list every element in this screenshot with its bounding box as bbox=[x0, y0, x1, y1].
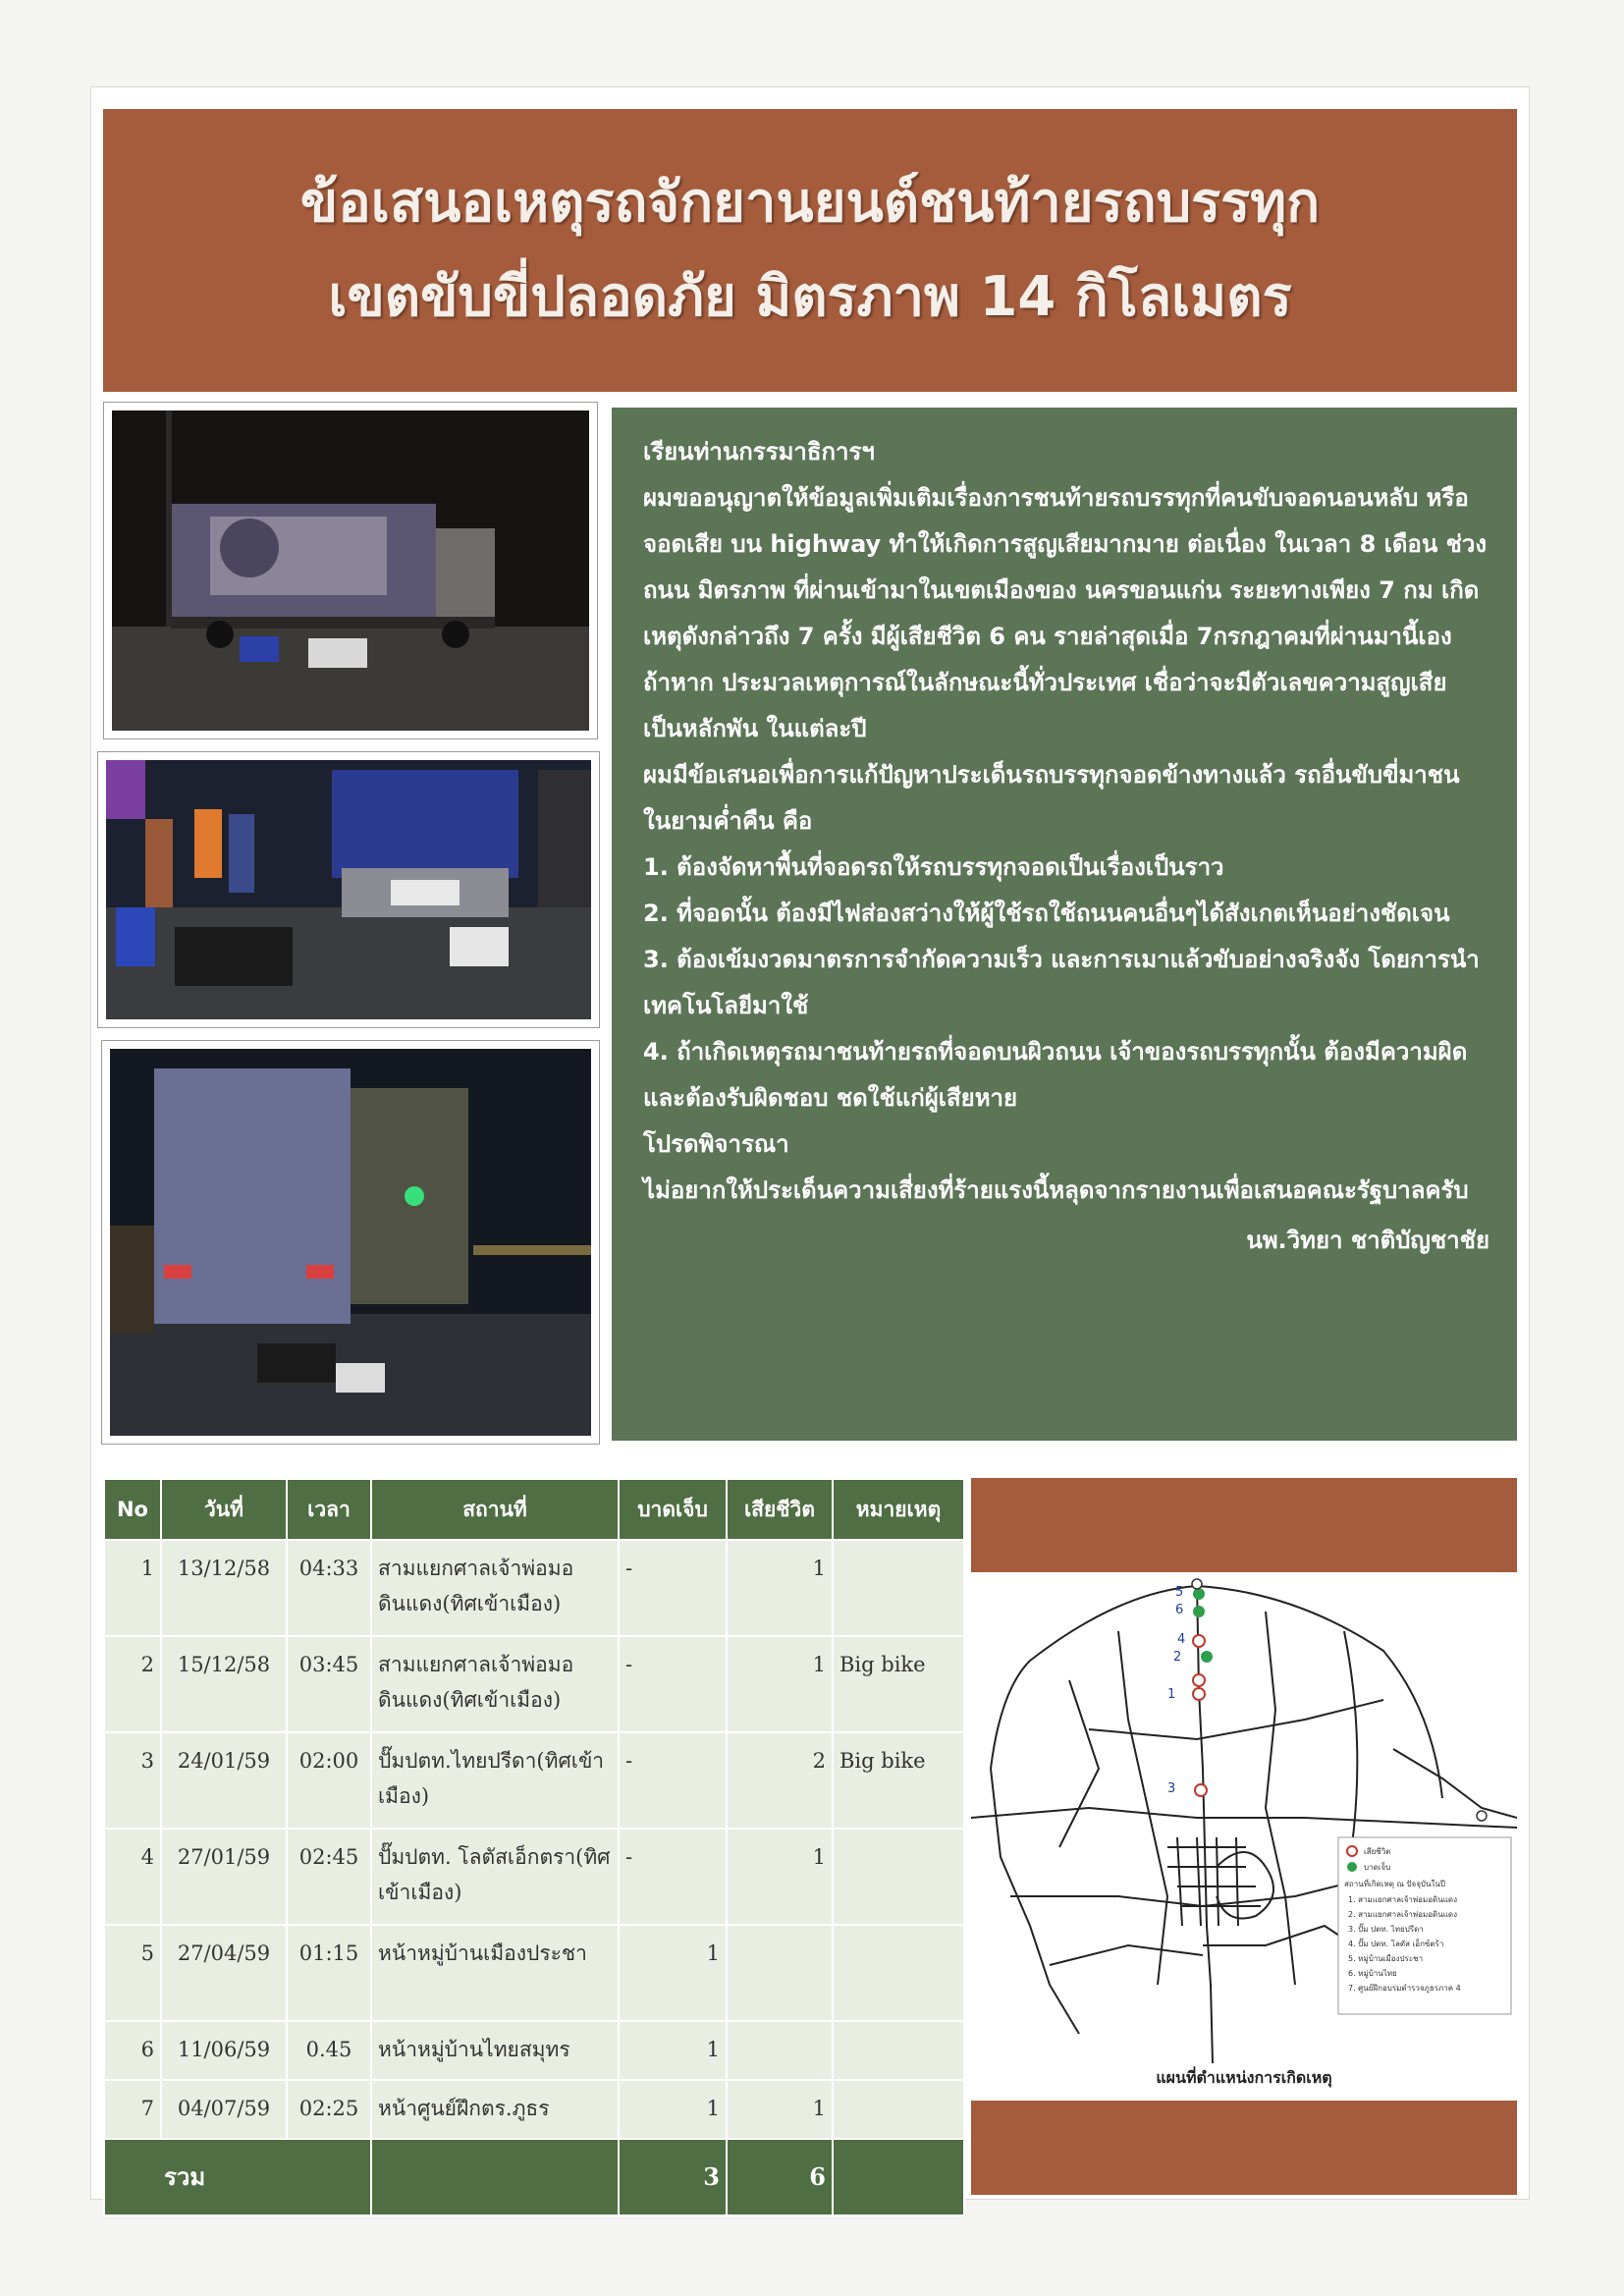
letter-paragraph: โปรดพิจารณา bbox=[643, 1130, 789, 1158]
cell-injured: - bbox=[619, 1636, 727, 1732]
cell-note bbox=[833, 2080, 964, 2139]
cell-no: 2 bbox=[104, 1636, 161, 1732]
cell-date: 15/12/58 bbox=[161, 1636, 287, 1732]
document-page bbox=[90, 86, 1530, 2200]
cell-injured: 1 bbox=[619, 2080, 727, 2139]
table-row bbox=[104, 1636, 964, 1732]
cell-date: 27/04/59 bbox=[161, 1925, 287, 2021]
title-line-1: ข้อเสนอเหตุรถจักยานยนต์ชนท้ายรถบรรทุก bbox=[299, 171, 1321, 235]
legend-item: 2. สามแยกศาลเจ้าพ่อมอดินแดง bbox=[1348, 1910, 1457, 1919]
cell-no: 3 bbox=[104, 1732, 161, 1829]
total-spacer bbox=[371, 2139, 619, 2215]
photo-accident-scene-image bbox=[106, 760, 591, 1019]
map-legend bbox=[1338, 1837, 1511, 2014]
injury-marker-icon bbox=[1201, 1651, 1213, 1663]
legend-heading: สถานที่เกิดเหตุ ณ ปัจจุบันในปี bbox=[1344, 1880, 1445, 1888]
letter-paragraph: 4. ถ้าเกิดเหตุรถมาชนท้ายรถที่จอดบนผิวถนน เจ้าของรถบรรทุกนั้น ต้องมีความผิด และต้องรับผิดชอบ ชดใช้แก่ผู้เสียหาย bbox=[643, 1038, 1468, 1112]
photo-trailer-night bbox=[110, 1049, 591, 1436]
table-row bbox=[104, 1732, 964, 1829]
death-marker-icon bbox=[1193, 1635, 1205, 1647]
letter-paragraph: ไม่อยากให้ประเด็นความเสี่ยงที่ร้ายแรงนี้หลุดจากรายงานเพื่อเสนอคณะรัฐบาลครับ bbox=[643, 1176, 1469, 1204]
death-marker-icon bbox=[1195, 1784, 1207, 1796]
cell-dead bbox=[727, 1925, 833, 2021]
letter-paragraph: เรียนท่านกรรมาธิการฯ bbox=[643, 438, 875, 465]
letter-signature: นพ.วิทยา ชาติบัญชาชัย bbox=[1246, 1227, 1489, 1254]
letter-paragraph: ผมมีข้อเสนอเพื่อการแก้ปัญหาประเด็นรถบรรทุกจอดข้างทางแล้ว รถอื่นขับขี่มาชน ในยามค่ำคืน คือ bbox=[643, 761, 1460, 835]
table-row bbox=[104, 2080, 964, 2139]
header-dead: เสียชีวิต bbox=[727, 1479, 833, 1540]
cell-injured: - bbox=[619, 1829, 727, 1925]
map-marker-label: 3 bbox=[1167, 1781, 1176, 1796]
cell-note: Big bike bbox=[833, 1636, 964, 1732]
legend-dead-label: เสียชีวิต bbox=[1364, 1847, 1391, 1856]
road-map bbox=[971, 1572, 1517, 2063]
photo-truck-night bbox=[112, 410, 589, 731]
photo-trailer-night-image bbox=[110, 1049, 591, 1436]
cell-time: 01:15 bbox=[287, 1925, 371, 2021]
accident-photo-3 bbox=[101, 1040, 600, 1445]
map-box bbox=[971, 1572, 1517, 2101]
legend-death-icon bbox=[1347, 1846, 1357, 1856]
map-marker-label: 2 bbox=[1173, 1650, 1182, 1665]
cell-dead: 1 bbox=[727, 1829, 833, 1925]
death-marker-icon bbox=[1193, 1674, 1205, 1686]
cell-note bbox=[833, 1925, 964, 2021]
legend-injured-label: บาดเจ็บ bbox=[1364, 1863, 1391, 1872]
legend-item: 4. ปั๊ม ปตท. โลตัส เอ็กซ์ตร้า bbox=[1348, 1940, 1444, 1948]
cell-no: 1 bbox=[104, 1540, 161, 1636]
junction-icon bbox=[1192, 1579, 1202, 1589]
accident-photo-1 bbox=[103, 402, 598, 739]
map-panel bbox=[971, 1478, 1517, 2195]
injury-marker-icon bbox=[1193, 1588, 1205, 1600]
cell-place: หน้าหมู่บ้านไทยสมุทร bbox=[371, 2021, 619, 2080]
cell-place: หน้าศูนย์ฝึกตร.ภูธร bbox=[371, 2080, 619, 2139]
death-marker-icon bbox=[1193, 1688, 1205, 1700]
cell-place: สามแยกศาลเจ้าพ่อมอดินแดง(ทิศเข้าเมือง) bbox=[371, 1636, 619, 1732]
header-note: หมายเหตุ bbox=[833, 1479, 964, 1540]
table-total-row bbox=[104, 2139, 964, 2215]
cell-time: 03:45 bbox=[287, 1636, 371, 1732]
table-row bbox=[104, 1540, 964, 1636]
header-no: No bbox=[104, 1479, 161, 1540]
table-row bbox=[104, 1829, 964, 1925]
photo-accident-scene bbox=[106, 760, 591, 1019]
cell-injured: 1 bbox=[619, 2021, 727, 2080]
cell-time: 0.45 bbox=[287, 2021, 371, 2080]
cell-date: 04/07/59 bbox=[161, 2080, 287, 2139]
injury-marker-icon bbox=[1193, 1606, 1205, 1617]
table-row bbox=[104, 1925, 964, 2021]
cell-note bbox=[833, 2021, 964, 2080]
photo-truck-night-image bbox=[112, 410, 589, 731]
cell-dead bbox=[727, 2021, 833, 2080]
cell-dead: 1 bbox=[727, 2080, 833, 2139]
legend-item: 3. ปั๊ม ปตท. ไทยปรีดา bbox=[1348, 1925, 1424, 1934]
map-caption: แผนที่ตำแหน่งการเกิดเหตุ bbox=[1156, 2068, 1332, 2087]
legend-item: 1. สามแยกศาลเจ้าพ่อมอดินแดง bbox=[1348, 1895, 1457, 1904]
cell-dead: 2 bbox=[727, 1732, 833, 1829]
cell-no: 4 bbox=[104, 1829, 161, 1925]
cell-time: 04:33 bbox=[287, 1540, 371, 1636]
legend-item: 6. หมู่บ้านไทย bbox=[1348, 1969, 1397, 1978]
cell-place: สามแยกศาลเจ้าพ่อมอดินแดง(ทิศเข้าเมือง) bbox=[371, 1540, 619, 1636]
total-note bbox=[833, 2139, 964, 2215]
letter-paragraph: 1. ต้องจัดหาพื้นที่จอดรถให้รถบรรทุกจอดเป็นเรื่องเป็นราว bbox=[643, 853, 1224, 881]
legend-item: 7. ศูนย์ฝึกอบรมตำรวจภูธรภาค 4 bbox=[1348, 1984, 1461, 1993]
cell-date: 24/01/59 bbox=[161, 1732, 287, 1829]
cell-note bbox=[833, 1829, 964, 1925]
cell-place: หน้าหมู่บ้านเมืองประชา bbox=[371, 1925, 619, 2021]
cell-no: 5 bbox=[104, 1925, 161, 2021]
total-injured: 3 bbox=[619, 2139, 727, 2215]
cell-date: 13/12/58 bbox=[161, 1540, 287, 1636]
total-label: รวม bbox=[104, 2139, 371, 2215]
cell-time: 02:45 bbox=[287, 1829, 371, 1925]
header-time: เวลา bbox=[287, 1479, 371, 1540]
letter-paragraph: ถ้าหาก ประมวลเหตุการณ์ในลักษณะนี้ทั่วประเทศ เชื่อว่าจะมีตัวเลขความสูญเสีย เป็นหลักพัน ในแต่ละปี bbox=[643, 669, 1447, 742]
header-date: วันที่ bbox=[161, 1479, 287, 1540]
total-dead: 6 bbox=[727, 2139, 833, 2215]
map-marker-label: 1 bbox=[1167, 1687, 1176, 1702]
cell-injured: - bbox=[619, 1540, 727, 1636]
letter-paragraph: 3. ต้องเข้มงวดมาตรการจำกัดความเร็ว และการเมาแล้วขับอย่างจริงจัง โดยการนำเทคโนโลยีมาใช้ bbox=[643, 946, 1480, 1019]
title-banner bbox=[103, 109, 1517, 392]
letter-paragraph: ผมขออนุญาตให้ข้อมูลเพิ่มเติมเรื่องการชนท้ายรถบรรทุกที่คนขับจอดนอนหลับ หรือจอดเสีย บน highway ทำให้เกิดการสูญเสียมากมาย ต่อเนื่อง ในเวลา 8 เดือน ช่วงถนน มิตรภาพ ที่ผ่านเข้ามาในเขตเมืองของ นครขอนแก่น ระยะทางเพียง 7 กม เกิดเหตุดังกล่าวถึง 7 ครั้ง มีผู้เสียชีวิต 6 คน รายล่าสุดเมื่อ 7กรกฎาคมที่ผ่านมานี้เอง bbox=[643, 484, 1488, 650]
cell-date: 11/06/59 bbox=[161, 2021, 287, 2080]
cell-dead: 1 bbox=[727, 1636, 833, 1732]
header-place: สถานที่ bbox=[371, 1479, 619, 1540]
cell-date: 27/01/59 bbox=[161, 1829, 287, 1925]
cell-place: ปั๊มปตท.ไทยปรีดา(ทิศเข้าเมือง) bbox=[371, 1732, 619, 1829]
cell-dead: 1 bbox=[727, 1540, 833, 1636]
junction-icon bbox=[1477, 1811, 1487, 1821]
cell-injured: 1 bbox=[619, 1925, 727, 2021]
header-injured: บาดเจ็บ bbox=[619, 1479, 727, 1540]
cell-injured: - bbox=[619, 1732, 727, 1829]
cell-no: 7 bbox=[104, 2080, 161, 2139]
letter-panel bbox=[612, 408, 1517, 1441]
cell-place: ปั๊มปตท. โลตัสเอ็กตรา(ทิศเข้าเมือง) bbox=[371, 1829, 619, 1925]
cell-time: 02:00 bbox=[287, 1732, 371, 1829]
cell-note: Big bike bbox=[833, 1732, 964, 1829]
title-line-2: เขตขับขี่ปลอดภัย มิตรภาพ 14 กิโลเมตร bbox=[328, 265, 1292, 329]
cell-note bbox=[833, 1540, 964, 1636]
legend-item: 5. หมู่บ้านเมืองประชา bbox=[1348, 1954, 1424, 1963]
legend-injury-icon bbox=[1347, 1862, 1357, 1872]
map-marker-label: 6 bbox=[1175, 1603, 1184, 1617]
cell-time: 02:25 bbox=[287, 2080, 371, 2139]
table-row bbox=[104, 2021, 964, 2080]
map-marker-label: 5 bbox=[1175, 1585, 1184, 1600]
accident-photo-2 bbox=[97, 751, 600, 1028]
table-header-row bbox=[104, 1479, 964, 1540]
cell-no: 6 bbox=[104, 2021, 161, 2080]
map-marker-label: 4 bbox=[1177, 1632, 1186, 1647]
letter-paragraph: 2. ที่จอดนั้น ต้องมีไฟส่องสว่างให้ผู้ใช้รถใช้ถนนคนอื่นๆได้สังเกตเห็นอย่างชัดเจน bbox=[643, 900, 1450, 927]
accident-table bbox=[103, 1478, 963, 2216]
